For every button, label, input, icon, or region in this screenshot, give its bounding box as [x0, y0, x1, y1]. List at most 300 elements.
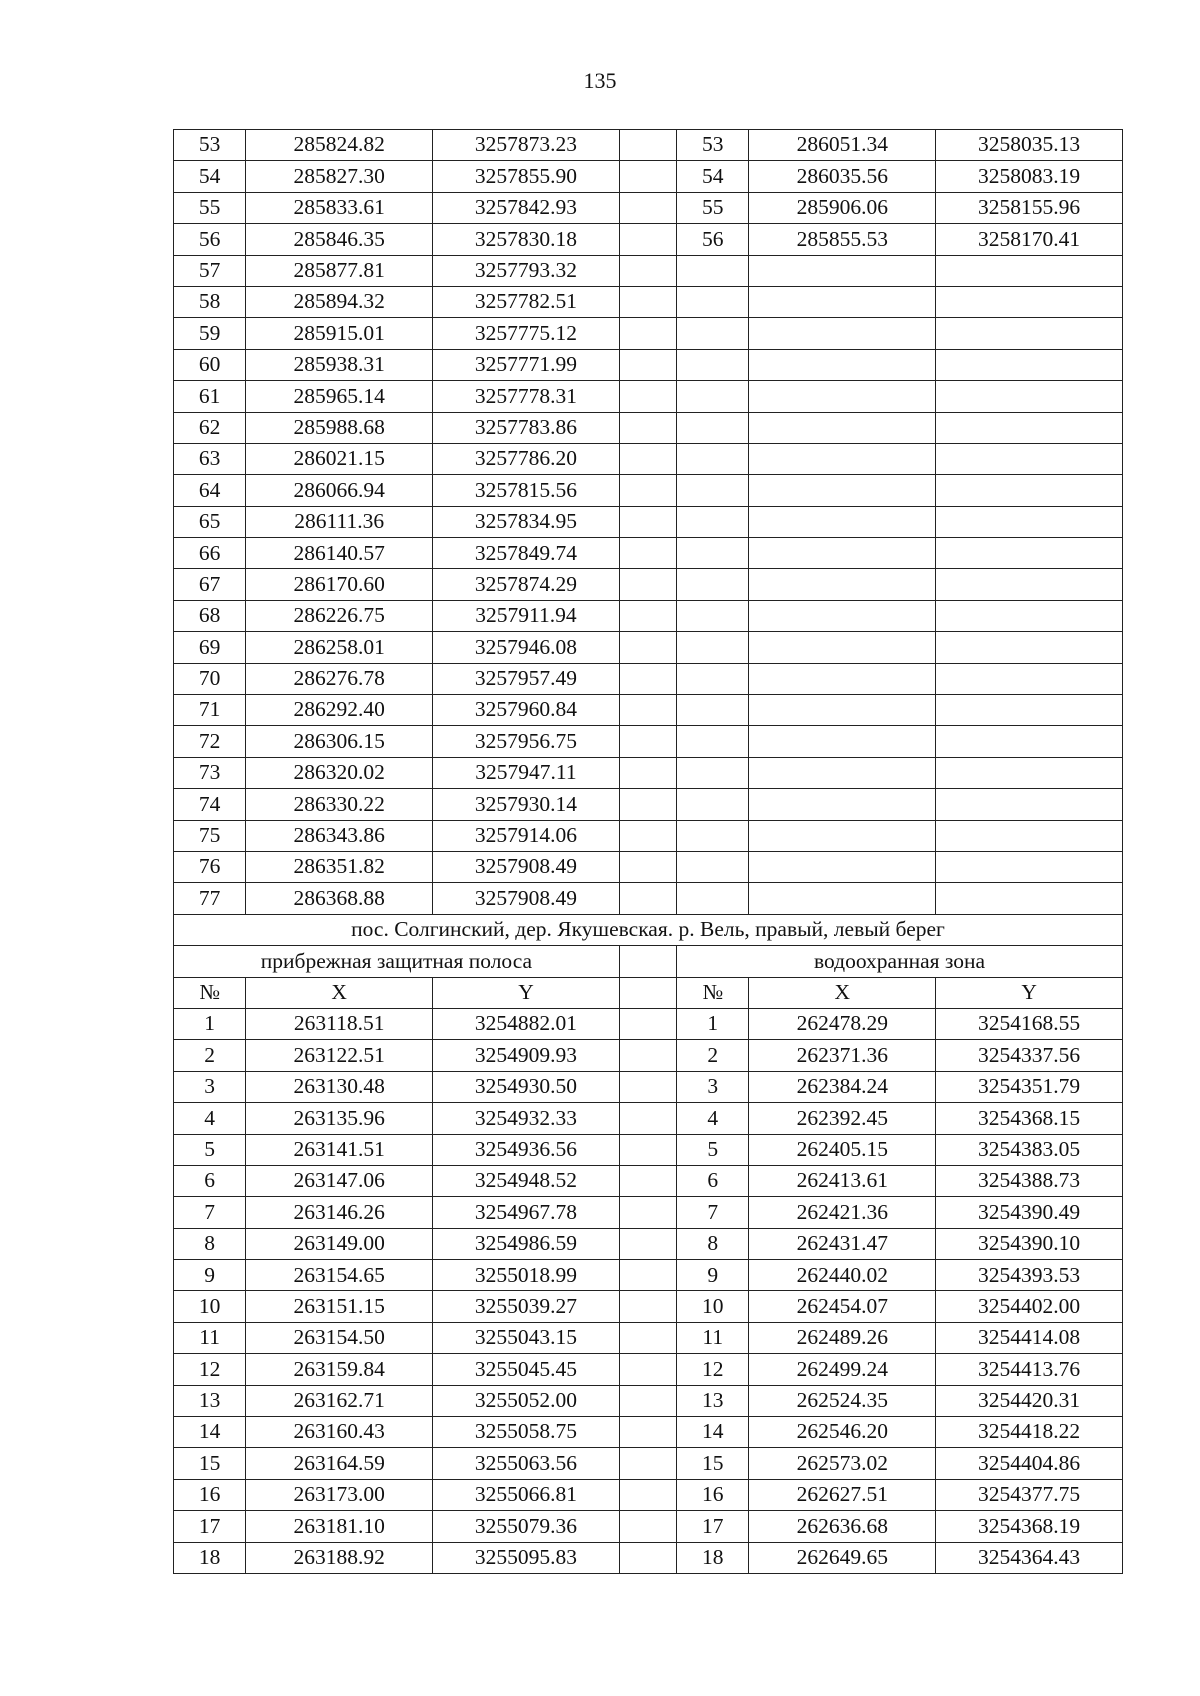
- point-number: 1: [677, 1008, 749, 1039]
- column-header-no: №: [174, 977, 246, 1008]
- point-number: 77: [174, 883, 246, 914]
- point-number: [677, 381, 749, 412]
- y-coordinate: 3254936.56: [433, 1134, 620, 1165]
- y-coordinate: 3254168.55: [936, 1008, 1123, 1039]
- y-coordinate: [936, 475, 1123, 506]
- table-row: [174, 600, 1123, 631]
- y-coordinate: 3254364.43: [936, 1542, 1123, 1573]
- table-row: [174, 192, 1123, 223]
- point-number: [677, 726, 749, 757]
- point-number: 74: [174, 789, 246, 820]
- column-header-y: Y: [433, 977, 620, 1008]
- point-number: 53: [174, 130, 246, 161]
- y-coordinate: [936, 695, 1123, 726]
- table-row: [174, 726, 1123, 757]
- gap-cell: [619, 851, 676, 882]
- point-number: 13: [174, 1385, 246, 1416]
- gap-cell: [619, 632, 676, 663]
- y-coordinate: 3254404.86: [936, 1448, 1123, 1479]
- point-number: 56: [174, 224, 246, 255]
- x-coordinate: 286368.88: [246, 883, 433, 914]
- x-coordinate: 286170.60: [246, 569, 433, 600]
- table-row: [174, 1165, 1123, 1196]
- y-coordinate: [936, 663, 1123, 694]
- point-number: 57: [174, 255, 246, 286]
- y-coordinate: 3254393.53: [936, 1260, 1123, 1291]
- point-number: 11: [677, 1322, 749, 1353]
- x-coordinate: 262499.24: [749, 1354, 936, 1385]
- point-number: 16: [677, 1479, 749, 1510]
- column-header-y: Y: [936, 977, 1123, 1008]
- point-number: 68: [174, 600, 246, 631]
- table-row: [174, 318, 1123, 349]
- x-coordinate: 262573.02: [749, 1448, 936, 1479]
- table-row: [174, 1322, 1123, 1353]
- gap-cell: [619, 726, 676, 757]
- y-coordinate: [936, 632, 1123, 663]
- point-number: 69: [174, 632, 246, 663]
- y-coordinate: 3257957.49: [433, 663, 620, 694]
- table-row: [174, 1385, 1123, 1416]
- x-coordinate: 285894.32: [246, 286, 433, 317]
- table-row: [174, 443, 1123, 474]
- x-coordinate: 262384.24: [749, 1071, 936, 1102]
- y-coordinate: 3254390.10: [936, 1228, 1123, 1259]
- y-coordinate: 3258155.96: [936, 192, 1123, 223]
- gap-cell: [619, 381, 676, 412]
- y-coordinate: 3254390.49: [936, 1197, 1123, 1228]
- x-coordinate: 285938.31: [246, 349, 433, 380]
- table-row: [174, 1008, 1123, 1039]
- x-coordinate: 285915.01: [246, 318, 433, 349]
- point-number: [677, 569, 749, 600]
- table-row: [174, 224, 1123, 255]
- gap-cell: [619, 1040, 676, 1071]
- y-coordinate: 3257849.74: [433, 538, 620, 569]
- x-coordinate: [749, 695, 936, 726]
- y-coordinate: 3254882.01: [433, 1008, 620, 1039]
- y-coordinate: 3257793.32: [433, 255, 620, 286]
- point-number: [677, 757, 749, 788]
- point-number: 61: [174, 381, 246, 412]
- table-row: [174, 1040, 1123, 1071]
- gap-cell: [619, 443, 676, 474]
- point-number: [677, 443, 749, 474]
- gap-cell: [619, 412, 676, 443]
- point-number: 14: [174, 1417, 246, 1448]
- gap-cell: [619, 1448, 676, 1479]
- zone-header-row: [174, 946, 1123, 977]
- table-row: [174, 851, 1123, 882]
- y-coordinate: 3255039.27: [433, 1291, 620, 1322]
- table-row: [174, 1542, 1123, 1573]
- gap-cell: [619, 977, 676, 1008]
- x-coordinate: 263149.00: [246, 1228, 433, 1259]
- gap-cell: [619, 1071, 676, 1102]
- x-coordinate: 263162.71: [246, 1385, 433, 1416]
- point-number: [677, 318, 749, 349]
- table-row: [174, 1511, 1123, 1542]
- table-row: [174, 820, 1123, 851]
- x-coordinate: 263122.51: [246, 1040, 433, 1071]
- point-number: 8: [677, 1228, 749, 1259]
- y-coordinate: 3254368.19: [936, 1511, 1123, 1542]
- x-coordinate: [749, 506, 936, 537]
- point-number: 54: [677, 161, 749, 192]
- gap-cell: [619, 506, 676, 537]
- y-coordinate: [936, 569, 1123, 600]
- gap-cell: [619, 538, 676, 569]
- x-coordinate: 286111.36: [246, 506, 433, 537]
- x-coordinate: 285855.53: [749, 224, 936, 255]
- y-coordinate: 3254388.73: [936, 1165, 1123, 1196]
- point-number: 3: [677, 1071, 749, 1102]
- y-coordinate: [936, 726, 1123, 757]
- y-coordinate: 3257874.29: [433, 569, 620, 600]
- table-row: [174, 381, 1123, 412]
- gap-cell: [619, 1134, 676, 1165]
- y-coordinate: 3254377.75: [936, 1479, 1123, 1510]
- point-number: 66: [174, 538, 246, 569]
- y-coordinate: 3255043.15: [433, 1322, 620, 1353]
- page-number: 135: [583, 68, 617, 93]
- y-coordinate: 3257771.99: [433, 349, 620, 380]
- y-coordinate: 3254909.93: [433, 1040, 620, 1071]
- gap-cell: [619, 130, 676, 161]
- x-coordinate: [749, 789, 936, 820]
- x-coordinate: [749, 569, 936, 600]
- point-number: 54: [174, 161, 246, 192]
- table-row: [174, 1448, 1123, 1479]
- x-coordinate: 286066.94: [246, 475, 433, 506]
- point-number: 63: [174, 443, 246, 474]
- table-row: [174, 1103, 1123, 1134]
- point-number: 75: [174, 820, 246, 851]
- y-coordinate: 3257930.14: [433, 789, 620, 820]
- table-row: [174, 538, 1123, 569]
- x-coordinate: 262431.47: [749, 1228, 936, 1259]
- gap-cell: [619, 663, 676, 694]
- x-coordinate: 263154.65: [246, 1260, 433, 1291]
- point-number: [677, 255, 749, 286]
- x-coordinate: 262649.65: [749, 1542, 936, 1573]
- table-row: [174, 506, 1123, 537]
- x-coordinate: 263118.51: [246, 1008, 433, 1039]
- x-coordinate: [749, 475, 936, 506]
- x-coordinate: 285965.14: [246, 381, 433, 412]
- point-number: [677, 789, 749, 820]
- y-coordinate: 3255058.75: [433, 1417, 620, 1448]
- y-coordinate: 3254932.33: [433, 1103, 620, 1134]
- point-number: 18: [174, 1542, 246, 1573]
- gap-cell: [619, 757, 676, 788]
- point-number: [677, 538, 749, 569]
- gap-cell: [619, 1417, 676, 1448]
- table-row: [174, 1479, 1123, 1510]
- y-coordinate: 3258083.19: [936, 161, 1123, 192]
- x-coordinate: [749, 381, 936, 412]
- gap-cell: [619, 883, 676, 914]
- table-row: [174, 255, 1123, 286]
- gap-cell: [619, 600, 676, 631]
- x-coordinate: 286226.75: [246, 600, 433, 631]
- x-coordinate: 263147.06: [246, 1165, 433, 1196]
- gap-cell: [619, 1479, 676, 1510]
- y-coordinate: 3258035.13: [936, 130, 1123, 161]
- table-row: [174, 789, 1123, 820]
- y-coordinate: [936, 286, 1123, 317]
- table-row: [174, 569, 1123, 600]
- table-row: [174, 1228, 1123, 1259]
- x-coordinate: 263164.59: [246, 1448, 433, 1479]
- point-number: [677, 349, 749, 380]
- x-coordinate: 286306.15: [246, 726, 433, 757]
- y-coordinate: 3257782.51: [433, 286, 620, 317]
- gap-cell: [619, 1354, 676, 1385]
- y-coordinate: 3254967.78: [433, 1197, 620, 1228]
- x-coordinate: 263160.43: [246, 1417, 433, 1448]
- x-coordinate: 286276.78: [246, 663, 433, 694]
- x-coordinate: [749, 663, 936, 694]
- y-coordinate: [936, 883, 1123, 914]
- y-coordinate: [936, 255, 1123, 286]
- column-header-x: X: [246, 977, 433, 1008]
- y-coordinate: 3257778.31: [433, 381, 620, 412]
- column-header-no: №: [677, 977, 749, 1008]
- x-coordinate: [749, 757, 936, 788]
- table-row: [174, 161, 1123, 192]
- point-number: 8: [174, 1228, 246, 1259]
- gap-cell: [619, 224, 676, 255]
- x-coordinate: [749, 538, 936, 569]
- x-coordinate: [749, 255, 936, 286]
- y-coordinate: 3257914.06: [433, 820, 620, 851]
- x-coordinate: 263188.92: [246, 1542, 433, 1573]
- x-coordinate: [749, 632, 936, 663]
- x-coordinate: 262636.68: [749, 1511, 936, 1542]
- y-coordinate: 3257786.20: [433, 443, 620, 474]
- y-coordinate: 3257908.49: [433, 883, 620, 914]
- gap-cell: [619, 820, 676, 851]
- x-coordinate: 262478.29: [749, 1008, 936, 1039]
- x-coordinate: 262371.36: [749, 1040, 936, 1071]
- point-number: 64: [174, 475, 246, 506]
- point-number: 58: [174, 286, 246, 317]
- point-number: 76: [174, 851, 246, 882]
- point-number: [677, 286, 749, 317]
- point-number: 2: [174, 1040, 246, 1071]
- y-coordinate: [936, 820, 1123, 851]
- gap-cell: [619, 1103, 676, 1134]
- point-number: 59: [174, 318, 246, 349]
- section-title-row: [174, 914, 1123, 945]
- x-coordinate: [749, 286, 936, 317]
- point-number: 11: [174, 1322, 246, 1353]
- point-number: 2: [677, 1040, 749, 1071]
- x-coordinate: 286320.02: [246, 757, 433, 788]
- y-coordinate: 3254948.52: [433, 1165, 620, 1196]
- table-row: [174, 663, 1123, 694]
- x-coordinate: 262421.36: [749, 1197, 936, 1228]
- y-coordinate: 3254930.50: [433, 1071, 620, 1102]
- point-number: 7: [174, 1197, 246, 1228]
- x-coordinate: 286051.34: [749, 130, 936, 161]
- y-coordinate: 3254413.76: [936, 1354, 1123, 1385]
- point-number: 6: [677, 1165, 749, 1196]
- zone-header-right: водоохранная зона: [677, 946, 1123, 977]
- point-number: 6: [174, 1165, 246, 1196]
- point-number: [677, 412, 749, 443]
- y-coordinate: 3257947.11: [433, 757, 620, 788]
- y-coordinate: 3254351.79: [936, 1071, 1123, 1102]
- y-coordinate: 3254420.31: [936, 1385, 1123, 1416]
- y-coordinate: [936, 318, 1123, 349]
- point-number: 14: [677, 1417, 749, 1448]
- x-coordinate: [749, 820, 936, 851]
- point-number: 55: [174, 192, 246, 223]
- point-number: [677, 695, 749, 726]
- point-number: 56: [677, 224, 749, 255]
- x-coordinate: 263173.00: [246, 1479, 433, 1510]
- point-number: 17: [174, 1511, 246, 1542]
- point-number: 67: [174, 569, 246, 600]
- gap-cell: [619, 1542, 676, 1573]
- x-coordinate: 285906.06: [749, 192, 936, 223]
- point-number: 55: [677, 192, 749, 223]
- x-coordinate: 263159.84: [246, 1354, 433, 1385]
- gap-cell: [619, 789, 676, 820]
- x-coordinate: 263181.10: [246, 1511, 433, 1542]
- table-row: [174, 1134, 1123, 1165]
- y-coordinate: 3257855.90: [433, 161, 620, 192]
- y-coordinate: [936, 757, 1123, 788]
- column-header-row: [174, 977, 1123, 1008]
- x-coordinate: 286343.86: [246, 820, 433, 851]
- section-rows: [174, 1008, 1123, 1573]
- x-coordinate: [749, 318, 936, 349]
- x-coordinate: 285988.68: [246, 412, 433, 443]
- y-coordinate: 3257911.94: [433, 600, 620, 631]
- table-row: [174, 1354, 1123, 1385]
- point-number: 15: [174, 1448, 246, 1479]
- table-row: [174, 286, 1123, 317]
- point-number: 60: [174, 349, 246, 380]
- gap-cell: [619, 946, 676, 977]
- gap-cell: [619, 1260, 676, 1291]
- y-coordinate: 3257956.75: [433, 726, 620, 757]
- gap-cell: [619, 475, 676, 506]
- x-coordinate: 285877.81: [246, 255, 433, 286]
- y-coordinate: 3257873.23: [433, 130, 620, 161]
- point-number: 70: [174, 663, 246, 694]
- table-row: [174, 349, 1123, 380]
- gap-cell: [619, 161, 676, 192]
- point-number: [677, 663, 749, 694]
- x-coordinate: 286330.22: [246, 789, 433, 820]
- point-number: 10: [677, 1291, 749, 1322]
- section-title: пос. Солгинский, дер. Якушевская. р. Вель, правый, левый берег: [174, 914, 1123, 945]
- x-coordinate: 263130.48: [246, 1071, 433, 1102]
- point-number: [677, 820, 749, 851]
- x-coordinate: 286140.57: [246, 538, 433, 569]
- point-number: 73: [174, 757, 246, 788]
- y-coordinate: 3255018.99: [433, 1260, 620, 1291]
- x-coordinate: [749, 412, 936, 443]
- gap-cell: [619, 286, 676, 317]
- point-number: [677, 851, 749, 882]
- point-number: 72: [174, 726, 246, 757]
- y-coordinate: [936, 789, 1123, 820]
- x-coordinate: 263141.51: [246, 1134, 433, 1165]
- point-number: 13: [677, 1385, 749, 1416]
- point-number: 5: [677, 1134, 749, 1165]
- x-coordinate: 286021.15: [246, 443, 433, 474]
- table-row: [174, 1417, 1123, 1448]
- x-coordinate: 263135.96: [246, 1103, 433, 1134]
- y-coordinate: 3255045.45: [433, 1354, 620, 1385]
- x-coordinate: [749, 851, 936, 882]
- point-number: 4: [677, 1103, 749, 1134]
- point-number: 53: [677, 130, 749, 161]
- y-coordinate: 3255063.56: [433, 1448, 620, 1479]
- x-coordinate: 262489.26: [749, 1322, 936, 1353]
- table-row: [174, 1260, 1123, 1291]
- gap-cell: [619, 569, 676, 600]
- point-number: 62: [174, 412, 246, 443]
- section-header: [174, 914, 1123, 1008]
- point-number: 5: [174, 1134, 246, 1165]
- point-number: 17: [677, 1511, 749, 1542]
- x-coordinate: 262524.35: [749, 1385, 936, 1416]
- y-coordinate: 3257960.84: [433, 695, 620, 726]
- y-coordinate: 3254383.05: [936, 1134, 1123, 1165]
- x-coordinate: 285846.35: [246, 224, 433, 255]
- table-row: [174, 130, 1123, 161]
- x-coordinate: [749, 883, 936, 914]
- x-coordinate: 286351.82: [246, 851, 433, 882]
- gap-cell: [619, 1322, 676, 1353]
- x-coordinate: 262392.45: [749, 1103, 936, 1134]
- point-number: 4: [174, 1103, 246, 1134]
- continuation-rows: [174, 130, 1123, 915]
- gap-cell: [619, 255, 676, 286]
- x-coordinate: [749, 349, 936, 380]
- point-number: 9: [174, 1260, 246, 1291]
- point-number: [677, 883, 749, 914]
- x-coordinate: 263151.15: [246, 1291, 433, 1322]
- y-coordinate: 3257834.95: [433, 506, 620, 537]
- x-coordinate: 263146.26: [246, 1197, 433, 1228]
- table-row: [174, 412, 1123, 443]
- coordinates-table: [173, 129, 1123, 1574]
- gap-cell: [619, 1291, 676, 1322]
- point-number: 9: [677, 1260, 749, 1291]
- x-coordinate: 286035.56: [749, 161, 936, 192]
- point-number: [677, 632, 749, 663]
- y-coordinate: 3258170.41: [936, 224, 1123, 255]
- y-coordinate: 3255052.00: [433, 1385, 620, 1416]
- x-coordinate: [749, 726, 936, 757]
- x-coordinate: 262413.61: [749, 1165, 936, 1196]
- point-number: 18: [677, 1542, 749, 1573]
- y-coordinate: 3257830.18: [433, 224, 620, 255]
- y-coordinate: 3257842.93: [433, 192, 620, 223]
- y-coordinate: 3254337.56: [936, 1040, 1123, 1071]
- x-coordinate: 286292.40: [246, 695, 433, 726]
- y-coordinate: 3254418.22: [936, 1417, 1123, 1448]
- x-coordinate: 285827.30: [246, 161, 433, 192]
- gap-cell: [619, 1385, 676, 1416]
